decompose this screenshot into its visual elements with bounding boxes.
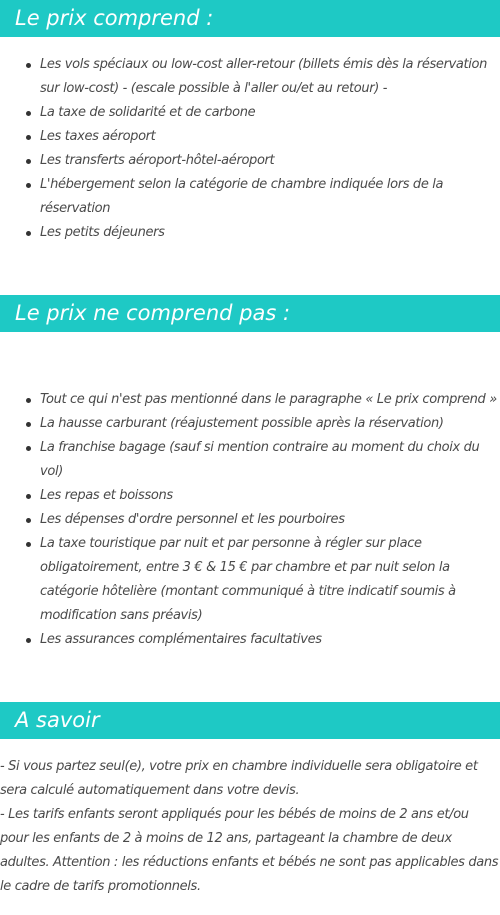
- list-item: Les assurances complémentaires facultatives: [0, 628, 500, 652]
- list-item: L'hébergement selon la catégorie de chambre indiquée lors de la réservation: [0, 173, 500, 221]
- list-item: Les dépenses d'ordre personnel et les pourboires: [0, 508, 500, 532]
- info-section-title: A savoir: [0, 702, 500, 739]
- list-item: Tout ce qui n'est pas mentionné dans le paragraphe « Le prix comprend »: [0, 388, 500, 412]
- info-paragraph: - Les tarifs enfants seront appliqués pour les bébés de moins de 2 ans et/ou pour les enfants de 2 à moins de 12 ans, partageant la chambre de deux adultes. Attention : les réductions enfants et bébés ne sont pas applicables dans le cadre de tarifs promotionnels.: [0, 807, 499, 894]
- excluded-list: [0, 388, 500, 652]
- excluded-section-title: Le prix ne comprend pas :: [0, 295, 500, 332]
- list-item: La taxe de solidarité et de carbone: [0, 101, 500, 125]
- included-section-title: Le prix comprend :: [0, 0, 500, 37]
- list-item: Les vols spéciaux ou low-cost aller-retour (billets émis dès la réservation sur low-cost) - (escale possible à l'aller ou/et au retour) -: [0, 53, 500, 101]
- list-item: Les taxes aéroport: [0, 125, 500, 149]
- list-item: Les petits déjeuners: [0, 221, 500, 245]
- info-paragraph: - Si vous partez seul(e), votre prix en chambre individuelle sera obligatoire et sera calculé automatiquement dans votre devis.: [0, 759, 478, 798]
- list-item: Les repas et boissons: [0, 484, 500, 508]
- info-notes: [0, 755, 500, 899]
- list-item: La hausse carburant (réajustement possible après la réservation): [0, 412, 500, 436]
- list-item: La taxe touristique par nuit et par personne à régler sur place obligatoirement, entre 3 € & 15 € par chambre et par nuit selon la catégorie hôtelière (montant communiqué à titre indicatif soumis à modification sans préavis): [0, 532, 500, 628]
- included-list: [0, 53, 500, 245]
- list-item: Les transferts aéroport-hôtel-aéroport: [0, 149, 500, 173]
- list-item: La franchise bagage (sauf si mention contraire au moment du choix du vol): [0, 436, 500, 484]
